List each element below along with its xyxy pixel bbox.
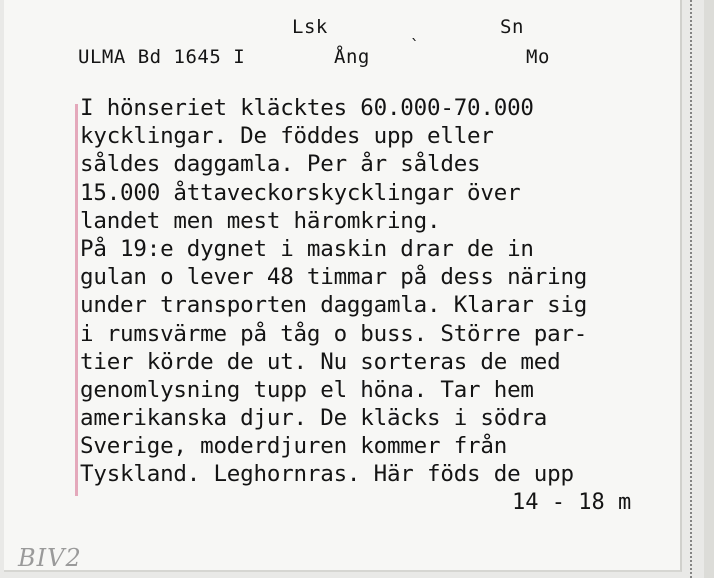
body-line: I hönseriet kläcktes 60.000-70.000 [80, 95, 534, 121]
body-line: såldes daggamla. Per år såldes [80, 151, 481, 178]
body-line: tier körde de ut. Nu sorteras de med [80, 348, 561, 375]
header-tick-mark: ` [410, 36, 421, 55]
header-reference: ULMA Bd 1645 I [78, 46, 246, 68]
header-lsk: Lsk [292, 16, 328, 38]
header-sn: Sn [500, 16, 524, 38]
body-line: gulan o lever 48 timmar på dess näring [80, 264, 588, 291]
body-line: under transporten daggamla. Klarar sig [80, 292, 588, 319]
body-line: 15.000 åttaveckorskycklingar över [80, 179, 521, 206]
body-line: amerikanska djur. De kläcks i södra [80, 405, 548, 432]
red-margin-line [75, 104, 78, 496]
body-line: i rumsvärme på tåg o buss. Större par- [80, 320, 588, 347]
body-line: landet men mest häromkring. [80, 207, 441, 234]
perforation-edge [690, 0, 700, 578]
body-line: Tyskland. Leghornras. Här föds de upp [80, 461, 574, 488]
archive-card [4, 0, 682, 572]
age-note: 14 - 18 m [512, 490, 632, 515]
background-strip [704, 0, 714, 578]
pencil-mark: BIV2 [18, 544, 82, 572]
body-line: genomlysning tupp el höna. Tar hem [80, 376, 534, 403]
typed-body-text [80, 94, 680, 489]
body-line: På 19:e dygnet i maskin drar de in [80, 235, 534, 262]
header-ang: Ång [334, 46, 370, 68]
body-line: Sverige, moderdjuren kommer från [80, 433, 508, 460]
header-mo: Mo [526, 46, 550, 68]
body-line: kycklingar. De föddes upp eller [80, 123, 494, 150]
